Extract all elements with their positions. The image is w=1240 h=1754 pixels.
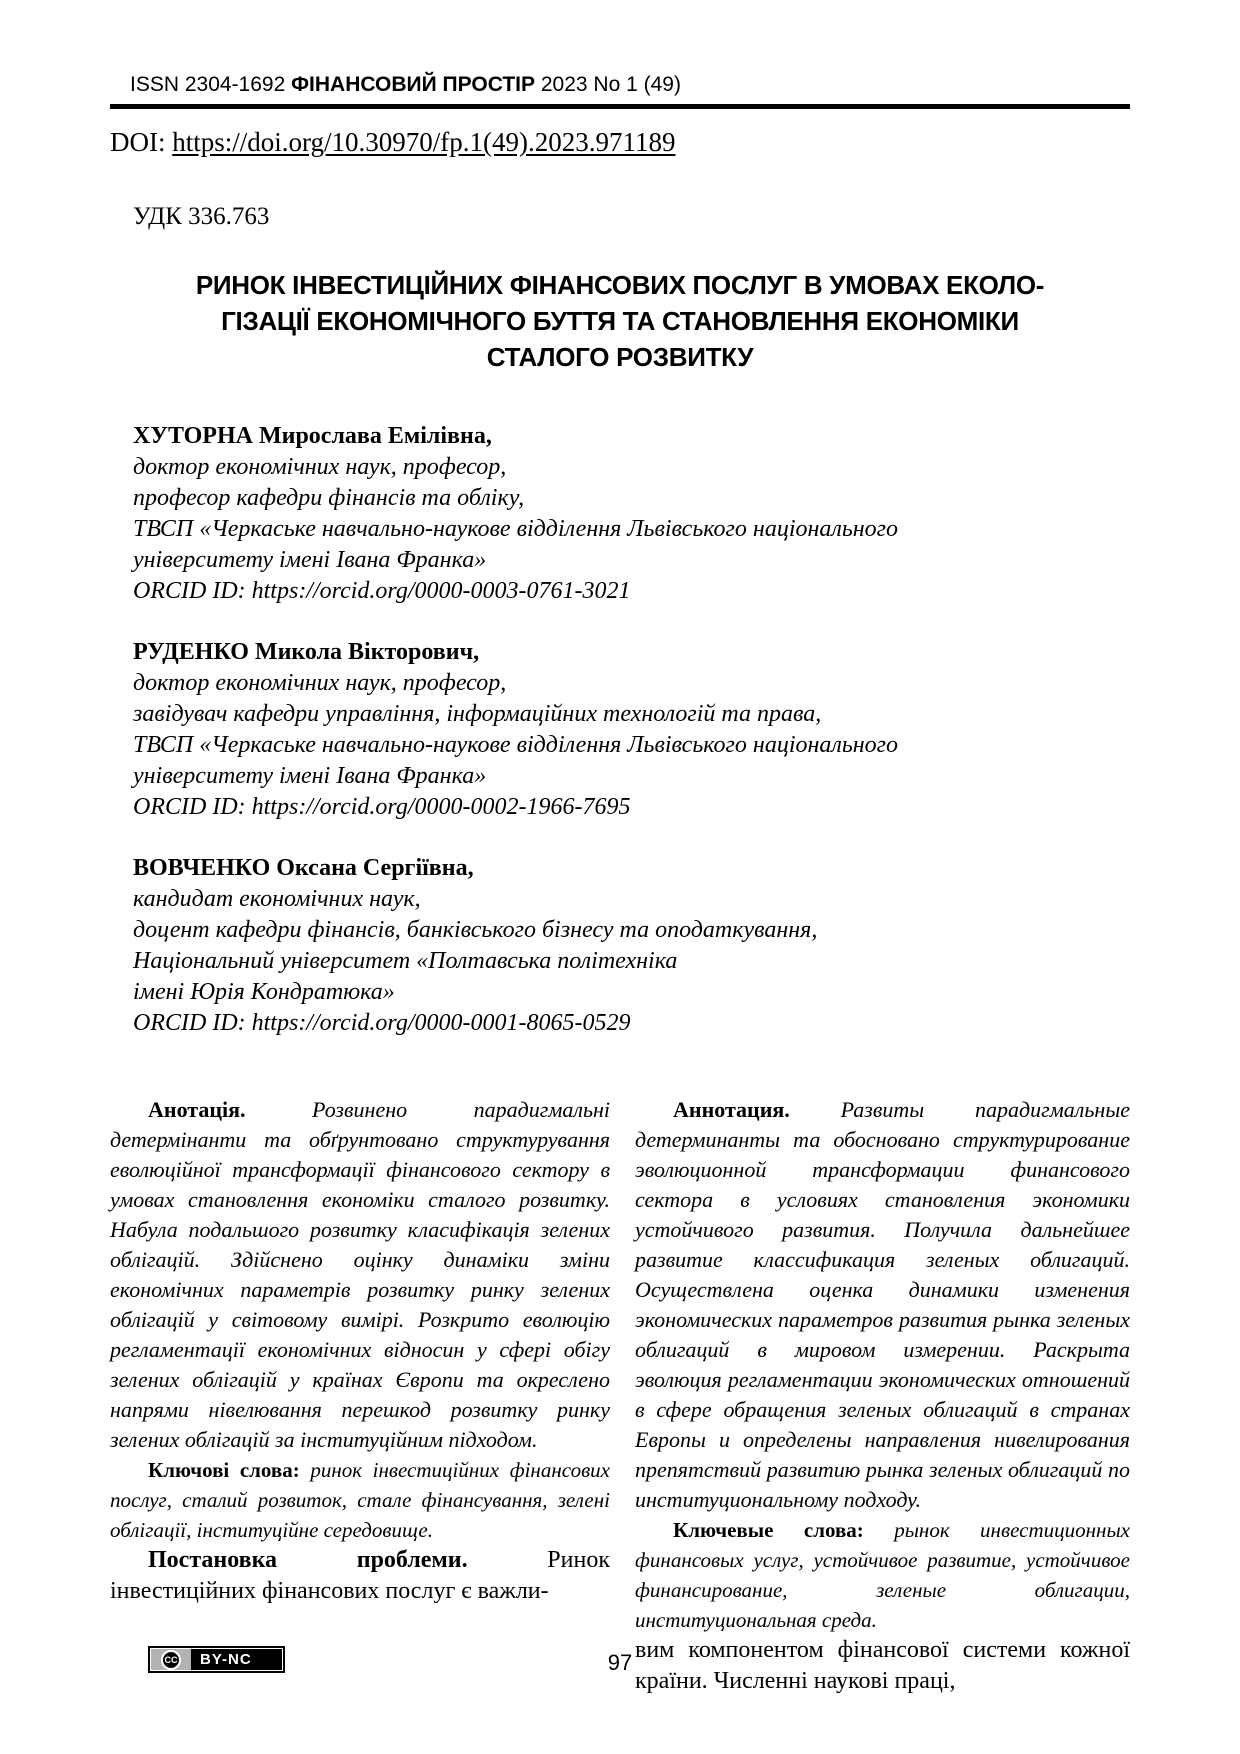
issn-label: ISSN 2304-1692 — [130, 73, 286, 96]
header-rule — [110, 104, 1130, 109]
authors-section — [110, 421, 1130, 1039]
cc-logo-icon: CC — [161, 1650, 181, 1670]
running-head — [110, 0, 1130, 97]
abstract-ru-text: Развиты парадигмальные детерминанты та обосновано структурирование эволюционной трансформации финансового сектора в условиях становления экономики устойчивого развития. Получила дальнейшее развитие классификация зеленых облигаций. Осуществлена оценка динамики изменения экономических параметров развития рынка зеленых облигаций в мировом измерении. Раскрыта эволюция регламентации экономических отношений в сфере обращения зеленых облигаций в странах Европы и определены направления нивелирования препятствий развитию рынка зеленых облигаций по институциональному подходу. — [635, 1097, 1130, 1512]
author-affiliation-line-2: університету імені Івана Франка» — [133, 547, 487, 573]
author-degree: доктор економічних наук, професор, — [133, 670, 507, 696]
problem-statement-label: Постановка проблеми. — [148, 1547, 468, 1573]
keywords-uk-text: ринок інвестиційних фінансових послуг, сталий розвиток, стале фінансування, зелені облігації, інституційне середовище. — [110, 1458, 611, 1542]
doi-link[interactable]: https://doi.org/10.30970/fp.1(49).2023.971189 — [172, 127, 676, 157]
abstract-ru-paragraph — [635, 1095, 1130, 1515]
author-block-3 — [133, 853, 1130, 1039]
keywords-ru-text: рынок инвестиционных финансовых услуг, устойчивое развитие, устойчивое финансирование, зеленые облигации, институциональная среда. — [635, 1518, 1131, 1632]
cc-license-label: BY-NC — [200, 1651, 252, 1668]
udc-code: УДК 336.763 — [133, 203, 270, 230]
issue-label: 2023 No 1 (49) — [540, 73, 681, 96]
keywords-ru-paragraph — [635, 1515, 1130, 1635]
author-name: РУДЕНКО Микола Вікторович, — [133, 639, 480, 665]
journal-title: ФІНАНСОВИЙ ПРОСТІР — [291, 73, 536, 96]
author-position: професор кафедри фінансів та обліку, — [133, 485, 525, 511]
author-name: ВОВЧЕНКО Оксана Сергіївна, — [133, 855, 474, 881]
author-orcid: ORCID ID: https://orcid.org/0000-0002-1966-7695 — [133, 794, 631, 820]
doi-line — [110, 125, 1130, 159]
author-affiliation-line-1: Національний університет «Полтавська політехніка — [133, 948, 678, 974]
author-orcid: ORCID ID: https://orcid.org/0000-0003-0761-3021 — [133, 578, 631, 604]
author-affiliation-line-2: імені Юрія Кондратюка» — [133, 979, 395, 1005]
article-title-line-1: РИНОК ІНВЕСТИЦІЙНИХ ФІНАНСОВИХ ПОСЛУГ В УМОВАХ ЕКОЛО- — [195, 270, 1045, 300]
problem-statement-text: Ринок інвестиційних фінансових послуг є важли- — [110, 1547, 610, 1604]
body-text-continuation: вим компонентом фінансової системи кожної країни. Численні наукові праці, — [635, 1637, 1130, 1694]
abstract-uk-column — [110, 1095, 610, 1697]
problem-statement-paragraph — [110, 1545, 610, 1607]
page-number: 97 — [607, 1650, 633, 1675]
abstract-columns — [110, 1095, 1130, 1697]
article-title — [110, 267, 1130, 375]
author-affiliation-line-1: ТВСП «Черкаське навчально-наукове відділення Львівського національного — [133, 732, 899, 758]
doi-label: DOI: — [110, 127, 166, 157]
article-title-line-2: ГІЗАЦІЇ ЕКОНОМІЧНОГО БУТТЯ ТА СТАНОВЛЕННЯ ЕКОНОМІКИ — [221, 306, 1019, 336]
author-affiliation-line-2: університету імені Івана Франка» — [133, 763, 487, 789]
abstract-uk-text: Розвинено парадигмальні детермінанти та обґрунтовано структурування еволюційної трансформації фінансового сектору в умовах становлення економіки сталого розвитку. Набула подальшого розвитку класифікація зелених облігацій. Здійснено оцінку динаміки зміни економічних параметрів розвитку ринку зелених облігацій у світовому вимірі. Розкрито еволюцію регламентації економічних відносин у сфері обігу зелених облігацій у країнах Європи та окреслено напрями нівелювання перешкод розвитку ринку зелених облігацій за інституційним підходом. — [110, 1097, 611, 1452]
author-block-1 — [133, 421, 1130, 607]
author-affiliation-line-1: ТВСП «Черкаське навчально-наукове відділення Львівського національного — [133, 516, 899, 542]
keywords-uk-paragraph — [110, 1455, 610, 1545]
author-position: завідувач кафедри управління, інформаційних технологій та права, — [133, 701, 822, 727]
abstract-uk-label: Анотація. — [148, 1097, 246, 1122]
keywords-ru-label: Ключевые слова: — [673, 1518, 864, 1542]
article-title-line-3: СТАЛОГО РОЗВИТКУ — [486, 342, 754, 372]
keywords-uk-label: Ключові слова: — [148, 1458, 300, 1482]
abstract-ru-label: Аннотация. — [673, 1097, 790, 1122]
author-position: доцент кафедри фінансів, банківського бізнесу та оподаткування, — [133, 917, 818, 943]
author-block-2 — [133, 637, 1130, 823]
author-orcid: ORCID ID: https://orcid.org/0000-0001-8065-0529 — [133, 1010, 631, 1036]
abstract-uk-paragraph — [110, 1095, 610, 1455]
author-degree: доктор економічних наук, професор, — [133, 454, 507, 480]
author-degree: кандидат економічних наук, — [133, 886, 421, 912]
abstract-ru-column — [635, 1095, 1130, 1697]
author-name: ХУТОРНА Мирослава Емілівна, — [133, 423, 492, 449]
